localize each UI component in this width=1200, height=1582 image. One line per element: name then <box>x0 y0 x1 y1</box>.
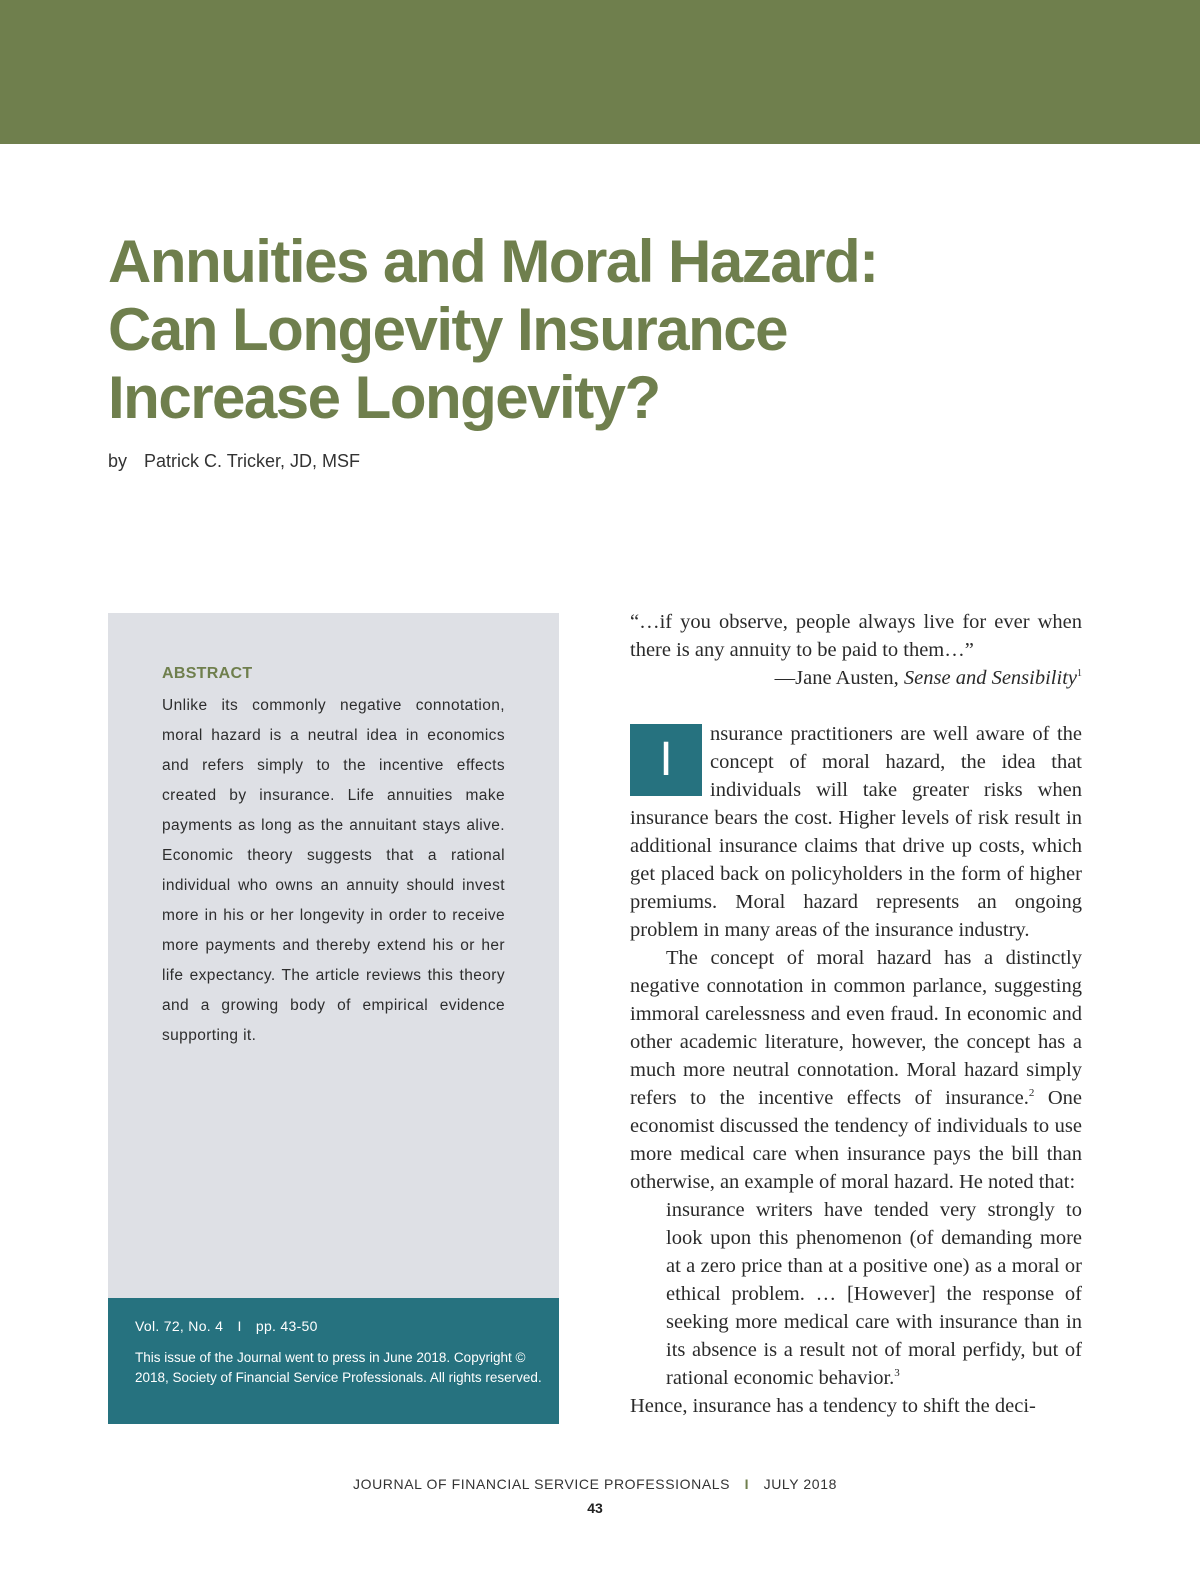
paragraph-1 <box>630 720 1082 944</box>
byline-by: by <box>108 451 128 471</box>
article-body <box>630 608 1082 1420</box>
volume-separator: I <box>237 1318 242 1334</box>
paragraph-3: Hence, insurance has a tendency to shift the deci- <box>630 1395 1036 1417</box>
paragraph-1-text: nsurance practitioners are well aware of the concept of moral hazard, the idea that individuals will take greater risks when insurance bears the cost. Higher levels of risk result in additional insurance claims that drive up costs, which get placed back on policyholders in the form of higher premiums. Moral hazard represents an ongoing problem in many areas of the insurance industry. <box>630 723 1082 941</box>
title-line-1: Annuities and Moral Hazard: <box>108 228 878 295</box>
attribution-author: —Jane Austen, <box>774 667 904 689</box>
author-name: Patrick C. Tricker, JD, MSF <box>144 451 361 471</box>
abstract-heading: ABSTRACT <box>162 665 253 682</box>
title-line-2: Can Longevity Insurance <box>108 296 787 363</box>
footnote-ref-3: 3 <box>894 1367 900 1380</box>
paragraph-2-text-b: One economist discussed the tendency of individuals to use more medical care when insurance pays the bill than otherwise, an example of moral hazard. He noted that: <box>630 1087 1083 1193</box>
article-title <box>108 228 1008 432</box>
footnote-ref-1: 1 <box>1077 668 1082 680</box>
press-note: This issue of the Journal went to press in June 2018. Copyright © 2018, Society of Financial Service Professionals. All rights reserved. <box>135 1350 542 1385</box>
attribution-work: Sense and Sensibility <box>903 667 1077 689</box>
running-footer <box>0 1476 1190 1492</box>
byline <box>108 451 360 472</box>
abstract-box <box>108 613 559 1298</box>
paragraph-2-text-a: The concept of moral hazard has a distinctly negative connotation in common parlance, suggesting immoral carelessness and even fraud. In economic and other academic literature, however, the concept has a much more neutral connotation. Moral hazard simply refers to the incentive effects of insurance. <box>630 947 1082 1109</box>
journal-name: JOURNAL OF FINANCIAL SERVICE PROFESSIONALS <box>353 1476 731 1492</box>
volume-number: Vol. 72, No. 4 <box>135 1318 224 1334</box>
page-number: 43 <box>587 1500 603 1516</box>
abstract-text: Unlike its commonly negative connotation, moral hazard is a neutral idea in economics and refers simply to the incentive effects created by insurance. Life annuities make payments as long as the annuitant stays alive. Economic theory suggests that a rational individual who owns an annuity should invest more in his or her longevity in order to receive more payments and thereby extend his or her life expectancy. The article reviews this theory and a growing body of empirical evidence supporting it. <box>162 697 505 1044</box>
block-quote-text: insurance writers have tended very strongly to look upon this phenomenon (of demanding more at a zero price than at a positive one) as a moral or ethical problem. … [However] the response of seeking more medical care with insurance than in its absence is a result not of moral perfidy, but of rational economic behavior. <box>666 1199 1082 1389</box>
paragraph-2 <box>630 944 1082 1196</box>
title-line-3: Increase Longevity? <box>108 364 660 431</box>
volume-info <box>135 1318 318 1334</box>
epigraph-attribution <box>630 664 1082 692</box>
page-range: pp. 43-50 <box>255 1318 318 1334</box>
block-quote <box>666 1196 1082 1392</box>
epigraph: “…if you observe, people always live for ever when there is any annuity to be paid to them…” <box>630 611 1082 661</box>
footer-separator: I <box>744 1476 750 1492</box>
header-band <box>0 0 1200 144</box>
footnote-ref-2: 2 <box>1028 1087 1035 1100</box>
issue-date: JULY 2018 <box>763 1476 837 1492</box>
publication-info-box <box>108 1298 559 1424</box>
drop-cap: I <box>630 724 702 796</box>
